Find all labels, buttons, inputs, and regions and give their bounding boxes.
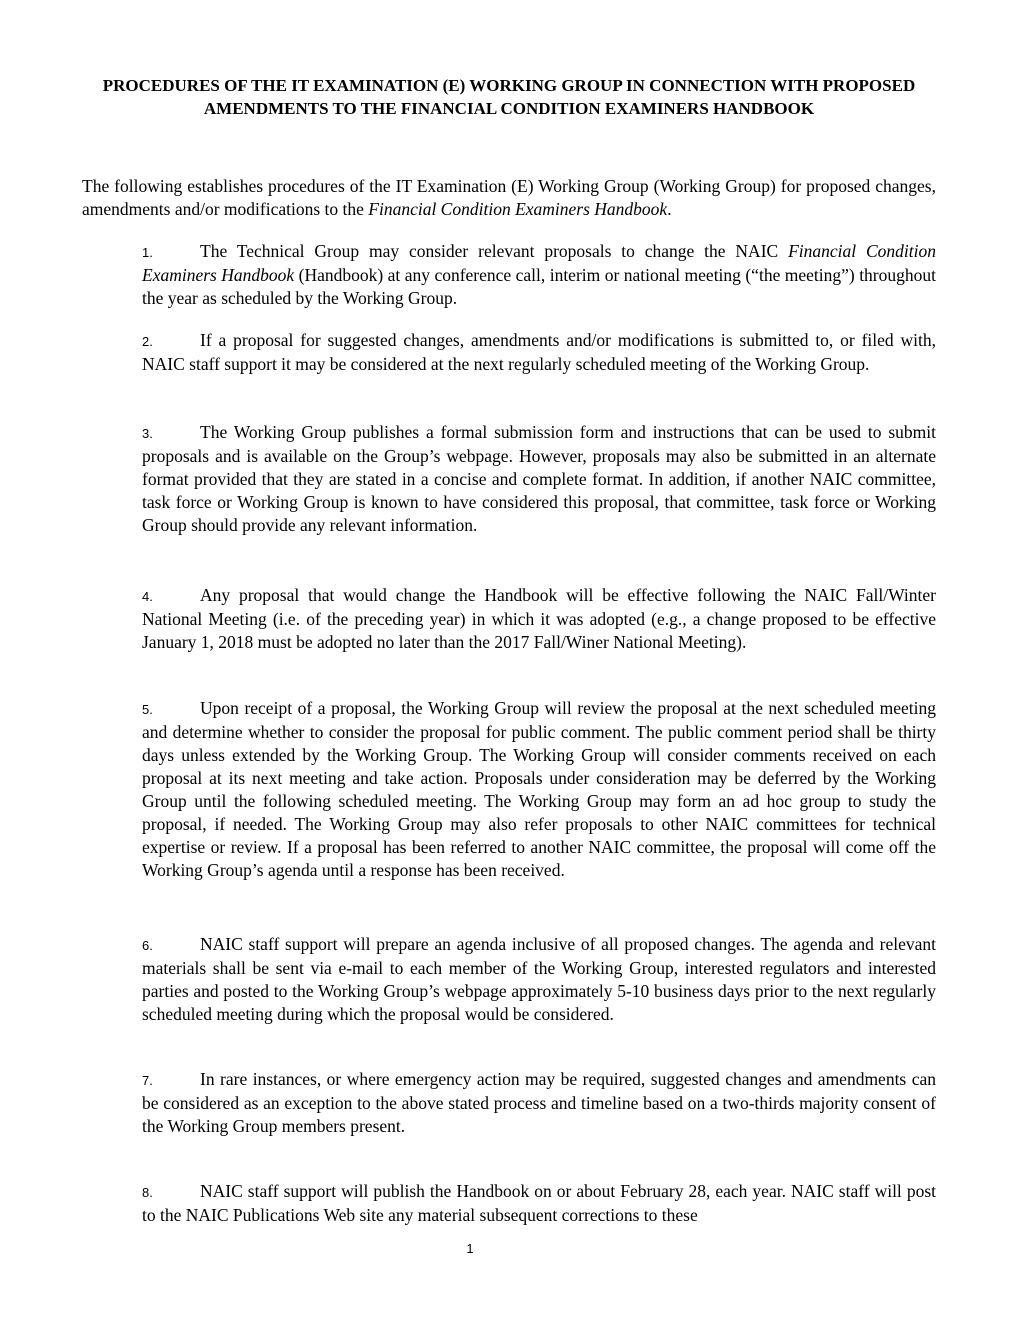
item-number: 3. xyxy=(142,426,153,441)
item-text: NAIC staff support will publish the Handbook on or about February 28, each year. NAIC staff will post to the NAIC Publications Web site any material subsequent corrections to these xyxy=(142,1181,936,1225)
item-text: Any proposal that would change the Handbook will be effective following the NAIC Fall/Winter National Meeting (i.e. of the preceding year) in which it was adopted (e.g., a change proposed to be effective January 1, 2018 must be adopted no later than the 2017 Fall/Winer National Meeting). xyxy=(142,585,936,652)
item-number: 4. xyxy=(142,589,153,604)
item-text: The Technical Group may consider relevant proposals to change the NAIC xyxy=(200,241,789,261)
item-text: Upon receipt of a proposal, the Working Group will review the proposal at the next scheduled meeting and determine whether to consider the proposal for public comment. The public comment period shall be thirty days unless extended by the Working Group. The Working Group will consider comments received on each proposal at its next meeting and take action. Proposals under consideration may be deferred by the Working Group until the following scheduled meeting. The Working Group may form an ad hoc group to study the proposal, if needed. The Working Group may also refer proposals to other NAIC committees for technical expertise or review. If a proposal has been referred to another NAIC committee, the proposal will come off the Working Group’s agenda until a response has been received. xyxy=(142,698,936,880)
handbook-title: Financial Condition Examiners Handbook xyxy=(142,241,936,285)
list-item xyxy=(142,329,936,376)
intro-end: . xyxy=(667,199,672,219)
intro-paragraph xyxy=(82,175,936,221)
list-item xyxy=(142,240,936,310)
item-number: 7. xyxy=(142,1073,153,1088)
handbook-title: Financial Condition Examiners Handbook xyxy=(368,199,668,219)
list-item xyxy=(142,933,936,1026)
intro-text: The following establishes procedures of the IT Examination (E) Working Group (Working Group) for proposed changes, amendments and/or modifications to the xyxy=(82,176,936,219)
item-text: NAIC staff support will prepare an agenda inclusive of all proposed changes. The agenda and relevant materials shall be sent via e-mail to each member of the Working Group, interested regulators and interested parties and posted to the Working Group’s webpage approximately 5-10 business days prior to the next regularly scheduled meeting during which the proposal would be considered. xyxy=(142,934,936,1024)
list-item xyxy=(142,1180,936,1227)
document-title: PROCEDURES OF THE IT EXAMINATION (E) WORKING GROUP IN CONNECTION WITH PROPOSED AMENDMENTS TO THE FINANCIAL CONDITION EXAMINERS HANDBOOK xyxy=(102,76,916,118)
list-item xyxy=(142,697,936,882)
item-number: 8. xyxy=(142,1185,153,1200)
item-text: In rare instances, or where emergency action may be required, suggested changes and amendments can be considered as an exception to the above stated process and timeline based on a two-thirds majority consent of the Working Group members present. xyxy=(142,1069,936,1136)
item-text: (Handbook) at any conference call, interim or national meeting (“the meeting”) throughout the year as scheduled by the Working Group. xyxy=(142,265,936,308)
item-number: 2. xyxy=(142,334,153,349)
page-number: 1 xyxy=(466,1241,474,1256)
item-number: 5. xyxy=(142,702,153,717)
item-number: 1. xyxy=(142,245,153,260)
list-item xyxy=(142,584,936,654)
item-text: If a proposal for suggested changes, amendments and/or modifications is submitted to, or filed with, NAIC staff support it may be considered at the next regularly scheduled meeting of the Working Group. xyxy=(142,330,936,374)
list-item xyxy=(142,421,936,537)
item-number: 6. xyxy=(142,938,153,953)
list-item xyxy=(142,1068,936,1138)
item-text: The Working Group publishes a formal submission form and instructions that can be used to submit proposals and is available on the Group’s webpage. However, proposals may also be submitted in an alternate format provided that they are stated in a concise and complete format. In addition, if another NAIC committee, task force or Working Group is known to have considered this proposal, that committee, task force or Working Group should provide any relevant information. xyxy=(142,422,936,535)
